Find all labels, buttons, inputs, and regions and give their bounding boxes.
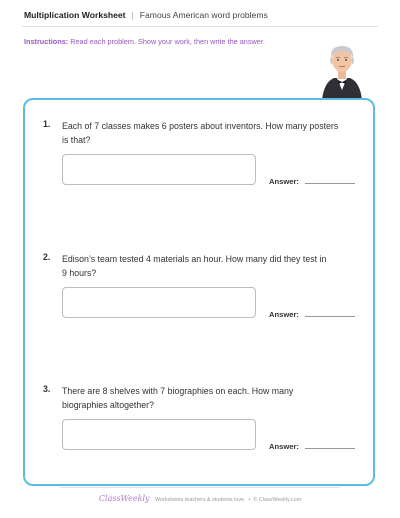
- footer: [0, 494, 400, 503]
- classweekly-logo: ClassWeekly: [98, 494, 150, 503]
- answer-line[interactable]: [305, 183, 355, 184]
- footer-copyright: © ClassWeekly.com: [253, 497, 302, 503]
- question-text: [62, 384, 352, 412]
- header-divider: [22, 26, 378, 27]
- worksheet-header: [24, 10, 268, 20]
- worksheet-subtitle: Famous American word problems: [139, 10, 268, 20]
- question-text-line: biographies altogether?: [62, 400, 154, 410]
- work-box[interactable]: [62, 287, 256, 318]
- footer-tagline: Worksheets teachers & students love.: [155, 497, 246, 503]
- question-text-line: Edison’s team tested 4 materials an hour. How many did they test in: [62, 254, 327, 264]
- question-text-line: There are 8 shelves with 7 biographies on each. How many: [62, 386, 294, 396]
- header-separator: |: [131, 10, 134, 20]
- footer-dot: •: [248, 497, 251, 503]
- instructions-text: Read each problem. Show your work, then write the answer.: [70, 37, 265, 46]
- answer-line[interactable]: [305, 448, 355, 449]
- instructions-label: Instructions:: [24, 37, 69, 46]
- question-number: 1.: [43, 119, 51, 129]
- answer-label: Answer:: [269, 177, 299, 186]
- answer-label: Answer:: [269, 310, 299, 319]
- footer-divider: [60, 487, 340, 488]
- worksheet-title: Multiplication Worksheet: [24, 10, 126, 20]
- answer-line[interactable]: [305, 316, 355, 317]
- question-number: 3.: [43, 384, 51, 394]
- questions-card: [23, 98, 375, 486]
- question-text-line: 9 hours?: [62, 268, 97, 278]
- question-number: 2.: [43, 252, 51, 262]
- question-text: [62, 119, 352, 147]
- portrait-illustration: [318, 38, 366, 100]
- instructions: [24, 37, 265, 46]
- work-box[interactable]: [62, 154, 256, 185]
- answer-label: Answer:: [269, 442, 299, 451]
- question-text: [62, 252, 352, 280]
- work-box[interactable]: [62, 419, 256, 450]
- question-text-line: is that?: [62, 135, 91, 145]
- question-text-line: Each of 7 classes makes 6 posters about inventors. How many posters: [62, 121, 339, 131]
